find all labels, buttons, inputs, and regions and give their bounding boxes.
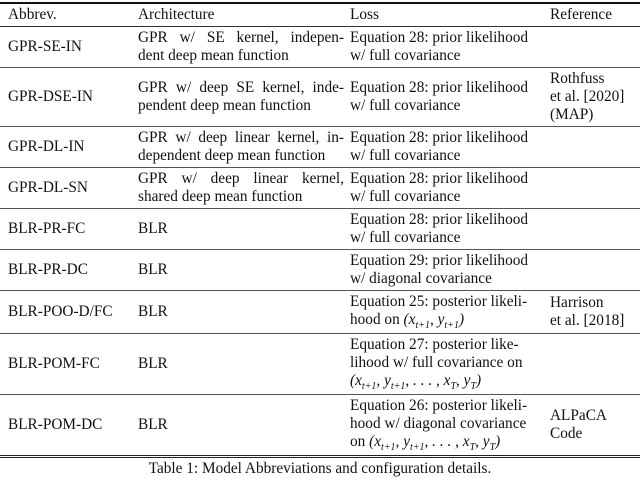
loss-cell (350, 333, 550, 394)
architecture-cell-line: BLR (138, 415, 168, 433)
header-loss: Loss (350, 5, 379, 23)
table-row (0, 249, 640, 290)
architecture-cell-line: BLR (138, 302, 168, 320)
table-row (0, 26, 640, 67)
loss-cell-line: Equation 26: posterior likeli- (350, 396, 528, 414)
architecture-cell-line: BLR (138, 219, 168, 237)
architecture-cell-line: GPR w/ deep linear kernel, in- (138, 128, 344, 146)
loss-cell (350, 167, 550, 208)
reference-cell-line: et al. [2018] (550, 311, 625, 329)
architecture-cell (138, 126, 350, 167)
loss-cell-line: Equation 28: prior likelihood (350, 128, 529, 146)
loss-cell-line: w/ full covariance (350, 96, 461, 114)
abbrev-cell: GPR-DL-IN (8, 137, 85, 155)
table-row (0, 208, 640, 249)
abbrev-cell: GPR-DL-SN (8, 178, 88, 196)
loss-cell-line: Equation 28: prior likelihood (350, 28, 529, 46)
reference-cell-line: ALPaCA (550, 406, 607, 424)
abbrev-cell: GPR-SE-IN (8, 37, 82, 55)
reference-cell (550, 333, 640, 394)
architecture-cell-line: dent deep mean function (138, 46, 289, 64)
table-row (0, 67, 640, 126)
reference-cell-line: Rothfuss (550, 69, 605, 87)
reference-cell (550, 394, 640, 456)
architecture-cell-line: BLR (138, 260, 168, 278)
header-abbrev: Abbrev. (8, 5, 57, 23)
math-expression: ($x_{t+1}$, $y_{t+1}$) (403, 310, 465, 331)
architecture-cell (138, 26, 350, 67)
loss-cell-line: w/ diagonal covariance (350, 269, 492, 287)
loss-cell (350, 290, 550, 333)
architecture-cell (138, 333, 350, 394)
reference-cell (550, 167, 640, 208)
math-expression: ($x_{t+1}$, $y_{t+1}$, . . . , $x_T$, $y_T$) (369, 432, 501, 453)
reference-cell (550, 208, 640, 249)
abbrev-cell: BLR-POO-D/FC (8, 302, 113, 320)
architecture-cell-line: GPR w/ deep SE kernel, inde- (138, 78, 344, 96)
table-body (0, 26, 640, 456)
loss-cell-line: hood w/ diagonal covariance (350, 414, 527, 432)
loss-cell (350, 26, 550, 67)
loss-cell-line: Equation 28: prior likelihood (350, 78, 529, 96)
loss-cell-line: Equation 25: posterior likeli- (350, 292, 528, 310)
reference-cell-line: Code (550, 424, 583, 442)
abbrev-cell: BLR-PR-FC (8, 219, 86, 237)
loss-cell-line: w/ full covariance (350, 146, 461, 164)
reference-cell (550, 67, 640, 126)
loss-cell-line: hood on ($x_{t+1}$, $y_{t+1}$) (350, 310, 465, 331)
reference-cell-line: (MAP) (550, 105, 594, 123)
table-row (0, 333, 640, 394)
architecture-cell (138, 67, 350, 126)
loss-cell (350, 67, 550, 126)
loss-cell (350, 126, 550, 167)
header-architecture: Architecture (138, 5, 215, 23)
abbrev-cell: BLR-PR-DC (8, 260, 88, 278)
model-config-table (0, 2, 640, 458)
reference-cell-line: Harrison (550, 293, 604, 311)
architecture-cell (138, 208, 350, 249)
loss-cell-line: Equation 29: prior likelihood (350, 251, 529, 269)
loss-cell-line: w/ full covariance (350, 228, 461, 246)
reference-cell (550, 126, 640, 167)
architecture-cell-line: shared deep mean function (138, 187, 303, 205)
reference-cell-line: et al. [2020] (550, 87, 625, 105)
architecture-cell (138, 249, 350, 290)
abbrev-cell: BLR-POM-FC (8, 354, 100, 372)
reference-cell (550, 249, 640, 290)
table-caption: Table 1: Model Abbreviations and configuration details. (148, 459, 492, 477)
abbrev-cell: BLR-POM-DC (8, 415, 103, 433)
table-row (0, 394, 640, 456)
loss-cell-line: lihood w/ full covariance on (350, 353, 523, 371)
architecture-cell-line: GPR w/ deep linear kernel, (138, 169, 344, 187)
loss-cell-line (350, 372, 550, 392)
loss-cell-line: w/ full covariance (350, 187, 461, 205)
loss-cell-line: w/ full covariance (350, 46, 461, 64)
table-row (0, 126, 640, 167)
loss-cell-line: Equation 28: prior likelihood (350, 210, 529, 228)
architecture-cell-line: BLR (138, 354, 168, 372)
reference-cell (550, 26, 640, 67)
loss-cell (350, 394, 550, 456)
architecture-cell (138, 290, 350, 333)
reference-cell (550, 290, 640, 333)
table-row (0, 167, 640, 208)
loss-cell (350, 208, 550, 249)
loss-cell-line: Equation 28: prior likelihood (350, 169, 529, 187)
math-expression: ($x_{t+1}$, $y_{t+1}$, . . . , $x_T$, $y_T$) (350, 371, 482, 392)
architecture-cell-line: dependent deep mean function (138, 146, 326, 164)
architecture-cell (138, 167, 350, 208)
architecture-cell (138, 394, 350, 456)
table-header-row (0, 3, 640, 26)
header-reference: Reference (550, 5, 612, 23)
architecture-cell-line: pendent deep mean function (138, 96, 311, 114)
loss-cell-line: Equation 27: posterior like- (350, 335, 519, 353)
loss-cell (350, 249, 550, 290)
abbrev-cell: GPR-DSE-IN (8, 87, 93, 105)
architecture-cell-line: GPR w/ SE kernel, indepen- (138, 28, 344, 46)
loss-cell-line: on ($x_{t+1}$, $y_{t+1}$, . . . , $x_T$, $y_T$) (350, 432, 501, 453)
table-row (0, 290, 640, 333)
